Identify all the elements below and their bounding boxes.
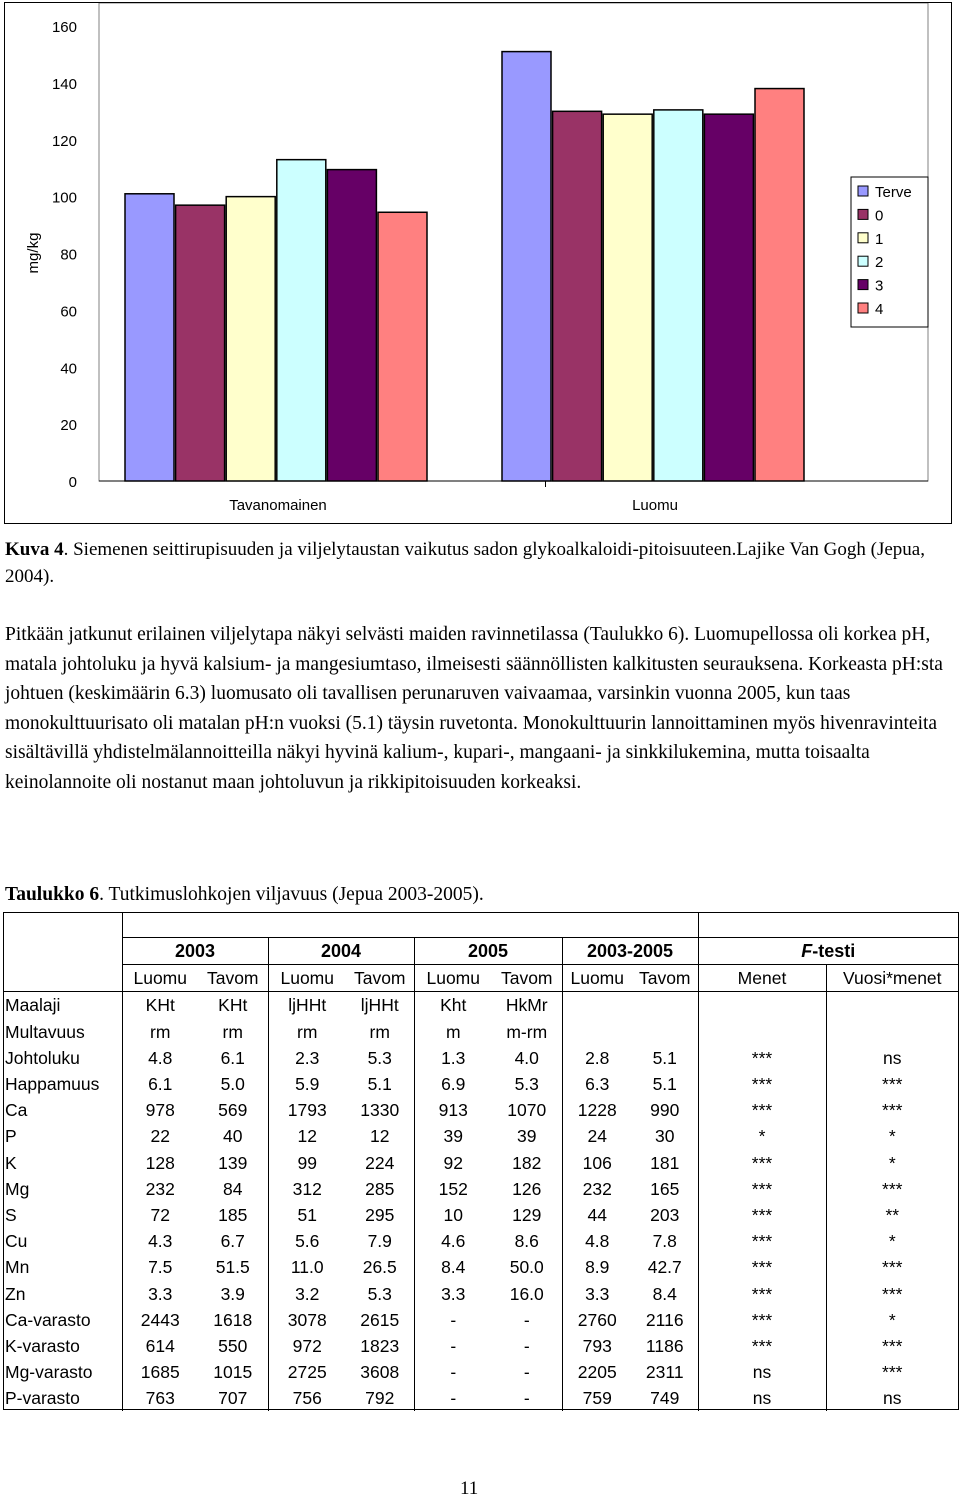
spacer-cell	[562, 913, 632, 938]
row-label: S	[5, 1204, 17, 1225]
legend-entry: 1	[875, 230, 884, 248]
table-cell: 2116	[645, 1309, 684, 1330]
table-cell: ns	[698, 1385, 826, 1411]
y-tick-label: 120	[51, 132, 77, 150]
table-cell: *	[698, 1123, 826, 1149]
row-label: Johtoluku	[5, 1047, 80, 1068]
table-cell: KHt	[122, 992, 198, 1019]
figure-caption	[5, 536, 945, 590]
row-label: Happamuus	[5, 1074, 100, 1095]
row-label: Mg	[5, 1178, 30, 1199]
table-row	[4, 1385, 958, 1411]
table-cell: *	[826, 1123, 958, 1149]
legend-entry: 0	[875, 207, 884, 225]
table-cell: 1793	[268, 1097, 346, 1123]
y-tick-label: 60	[60, 303, 77, 321]
table-cell: 44	[562, 1202, 632, 1228]
table-cell: ljHHt	[360, 995, 399, 1016]
bar-0-luomu	[553, 111, 602, 481]
ftest-label: F	[801, 941, 813, 962]
ftest-suffix: -testi	[812, 941, 856, 962]
table-cell	[562, 992, 632, 1019]
table-cell: 2.8	[562, 1045, 632, 1071]
bar-2-tavanomainen	[277, 160, 326, 481]
row-label: Mg-varasto	[5, 1362, 93, 1383]
table-cell: *	[826, 1150, 958, 1176]
table-cell: rm	[222, 1021, 243, 1042]
table-cell: 11.0	[268, 1254, 346, 1280]
table-cell: 2.3	[268, 1045, 346, 1071]
table-cell: 16.0	[509, 1283, 544, 1304]
column-header: Luomu	[414, 965, 492, 992]
table-spacer-row	[4, 913, 958, 938]
table-cell: rm	[122, 1019, 198, 1045]
bar-1-tavanomainen	[226, 197, 275, 481]
spacer-cell	[492, 913, 562, 938]
page-number: 11	[460, 1478, 479, 1499]
table-cell: ***	[698, 1045, 826, 1071]
table-cell: 8.4	[652, 1283, 677, 1304]
table-caption	[5, 884, 484, 906]
spacer-cell	[198, 913, 268, 938]
table-cell: 1823	[360, 1335, 400, 1356]
table-cell: -	[414, 1307, 492, 1333]
y-tick-label: 140	[51, 75, 77, 93]
table-cell: 84	[223, 1178, 243, 1199]
table-cell: KHt	[218, 995, 248, 1016]
table-cell: 39	[414, 1123, 492, 1149]
table-row	[4, 1176, 958, 1202]
row-label: P-varasto	[5, 1388, 80, 1409]
table-cell: 181	[650, 1152, 680, 1173]
table-cell: ***	[826, 1333, 958, 1359]
table-cell: 1015	[213, 1362, 253, 1383]
table-cell: 1685	[122, 1359, 198, 1385]
row-label: Maalaji	[5, 995, 61, 1016]
table-cell: 4.3	[122, 1228, 198, 1254]
table-cell: 5.1	[652, 1074, 677, 1095]
table-cell: ns	[826, 1045, 958, 1071]
bar-1-luomu	[603, 114, 652, 481]
table-cell: ***	[698, 1071, 826, 1097]
column-header: Luomu	[562, 965, 632, 992]
table-cell: 7.9	[367, 1231, 392, 1252]
y-axis-label: mg/kg	[25, 232, 42, 274]
table-cell: 4.0	[514, 1047, 539, 1068]
table-cell: 10	[414, 1202, 492, 1228]
table-cell: 5.3	[367, 1283, 392, 1304]
table-cell: 6.9	[414, 1071, 492, 1097]
table-cell: ***	[698, 1280, 826, 1306]
table-cell: 6.3	[562, 1071, 632, 1097]
table-cell: 792	[365, 1388, 395, 1409]
table-cell: ns	[698, 1359, 826, 1385]
table-year-header-row	[4, 938, 958, 965]
column-header: Tavom	[632, 965, 698, 992]
table-cell: 152	[414, 1176, 492, 1202]
table-cell: -	[523, 1335, 530, 1356]
table-cell: 990	[650, 1100, 680, 1121]
table-cell: ***	[826, 1071, 958, 1097]
table-cell: m	[414, 1019, 492, 1045]
table-cell: HkMr	[505, 995, 548, 1016]
y-tick-label: 0	[68, 474, 77, 491]
table-cell: 8.6	[514, 1231, 539, 1252]
table-row	[4, 1280, 958, 1306]
table-row	[4, 1071, 958, 1097]
table-cell: ***	[698, 1333, 826, 1359]
table-cell: 5.1	[367, 1074, 392, 1095]
table-cell: 51	[268, 1202, 346, 1228]
row-label: Ca	[5, 1100, 28, 1121]
table-cell: 50.0	[509, 1257, 544, 1278]
table-cell: 129	[512, 1204, 542, 1225]
table-row	[4, 1045, 958, 1071]
table-cell: -	[523, 1309, 530, 1330]
column-header: Vuosi*menet	[826, 965, 958, 992]
table-cell: -	[523, 1388, 530, 1409]
legend-swatch	[858, 256, 868, 266]
table-cell: 295	[365, 1204, 395, 1225]
table-cell: 24	[562, 1123, 632, 1149]
y-tick-label: 40	[60, 360, 77, 378]
table-cell: 2205	[562, 1359, 632, 1385]
table-cell: 203	[650, 1204, 680, 1225]
y-tick-label: 160	[51, 19, 77, 36]
table-cell: 285	[365, 1178, 395, 1199]
table-cell: 759	[562, 1385, 632, 1411]
column-header: Tavom	[492, 965, 562, 992]
table-cell: 40	[223, 1126, 243, 1147]
bar-4-tavanomainen	[378, 212, 427, 481]
spacer-cell	[122, 913, 198, 938]
soil-table	[3, 912, 959, 1410]
table-cell	[698, 992, 826, 1019]
table-cell: 5.9	[268, 1071, 346, 1097]
legend-swatch	[858, 280, 868, 290]
legend-swatch	[858, 186, 868, 196]
table-row	[4, 1307, 958, 1333]
table-cell: 4.6	[414, 1228, 492, 1254]
table-cell: -	[414, 1333, 492, 1359]
table-cell: rm	[369, 1021, 390, 1042]
table-cell: -	[523, 1362, 530, 1383]
table-cell: 1330	[360, 1100, 400, 1121]
table-cell: 6.1	[122, 1071, 198, 1097]
table-cell: 3.3	[122, 1280, 198, 1306]
x-category-label: Tavanomainen	[229, 497, 327, 514]
table-cell: ns	[826, 1385, 958, 1411]
row-label: Cu	[5, 1231, 28, 1252]
table-cell: ***	[826, 1176, 958, 1202]
year-header: 2004	[268, 938, 414, 965]
table-cell: 569	[218, 1100, 248, 1121]
table-cell: 72	[122, 1202, 198, 1228]
table-cell: 756	[268, 1385, 346, 1411]
corner-cell	[4, 965, 122, 992]
table-row	[4, 1150, 958, 1176]
table-cell: ***	[826, 1097, 958, 1123]
table-cell: ***	[698, 1202, 826, 1228]
table-cell: 165	[650, 1178, 680, 1199]
row-label: P	[5, 1126, 17, 1147]
body-paragraph: Pitkään jatkunut erilainen viljelytapa näkyi selvästi maiden ravinnetilassa (Taulukko 6). Luomupellossa oli korkea pH, matala johtoluku ja hyvä kalsium- ja mangesiumtaso, ilmeisesti säännöllisten kalkitusten seurauksena. Korkeasta pH:sta johtuen (keskimäärin 6.3) luomusato oli tavallisen perunaruven vaivaamaa, varsinkin vuonna 2005, kun taas monokulttuurisato oli matalan pH:n vuoksi (5.1) täysin ruvetonta. Monokulttuurin lannoittaminen myös hivenravinteita sisältävillä yhdistelmälannoitteilla näkyi hyvinä kalium-, kupari-, mangaani- ja sinkkilukemina, mutta toisaalta keinolannoite oli nostanut maan johtoluvun ja rikkipitoisuuden korkeaksi.	[5, 624, 943, 793]
legend-entry: Terve	[875, 184, 912, 201]
table-row	[4, 1333, 958, 1359]
table-cell: 99	[268, 1150, 346, 1176]
table-cell: 3608	[360, 1362, 400, 1383]
table-cell: 2311	[645, 1362, 684, 1383]
bar-2-luomu	[654, 110, 703, 481]
table-cell: ***	[698, 1176, 826, 1202]
column-header: Menet	[698, 965, 826, 992]
table-cell: 3.9	[220, 1283, 245, 1304]
row-label: Ca-varasto	[5, 1309, 91, 1330]
x-category-label: Luomu	[632, 497, 678, 514]
table-cell: 224	[365, 1152, 395, 1173]
figure-label: Kuva 4	[5, 539, 64, 560]
spacer-cell	[346, 913, 414, 938]
table-cell	[826, 992, 958, 1019]
table-cell: 128	[122, 1150, 198, 1176]
table-row	[4, 1359, 958, 1385]
table-cell: 8.4	[414, 1254, 492, 1280]
table-cell: *	[826, 1228, 958, 1254]
year-header: 2003	[122, 938, 268, 965]
table-cell: 2443	[122, 1307, 198, 1333]
spacer-cell	[414, 913, 492, 938]
y-tick-label: 100	[51, 189, 77, 207]
table-cell: 3.3	[414, 1280, 492, 1306]
row-label: K-varasto	[5, 1335, 80, 1356]
legend-swatch	[858, 233, 868, 243]
table-row	[4, 1019, 958, 1045]
bar-4-luomu	[755, 89, 804, 481]
column-header: Tavom	[198, 965, 268, 992]
table-cell: 51.5	[215, 1257, 250, 1278]
table-cell: 3.3	[562, 1280, 632, 1306]
table-cell: ***	[698, 1150, 826, 1176]
legend-swatch	[858, 209, 868, 219]
table-cell: 1070	[507, 1100, 547, 1121]
table-cell: 2725	[268, 1359, 346, 1385]
table-cell: 42.7	[647, 1257, 682, 1278]
table-cell: 312	[268, 1176, 346, 1202]
table-cell: 126	[512, 1178, 542, 1199]
table-label: Taulukko 6	[5, 884, 100, 905]
column-header: Tavom	[346, 965, 414, 992]
table-cell: **	[826, 1202, 958, 1228]
table-cell: 3.2	[268, 1280, 346, 1306]
row-label: Zn	[5, 1283, 26, 1304]
table-cell: 5.3	[367, 1047, 392, 1068]
table-cell: ***	[826, 1254, 958, 1280]
spacer-cell	[4, 913, 122, 938]
table-cell: ***	[698, 1307, 826, 1333]
table-cell: 913	[414, 1097, 492, 1123]
table-row	[4, 1228, 958, 1254]
table-cell: 39	[517, 1126, 537, 1147]
table-cell: 185	[218, 1204, 248, 1225]
table-cell: 5.6	[268, 1228, 346, 1254]
table-cell: 972	[268, 1333, 346, 1359]
table-cell: 6.7	[220, 1231, 245, 1252]
table-cell: Kht	[414, 992, 492, 1019]
corner-cell	[4, 938, 122, 965]
table-cell: 763	[122, 1385, 198, 1411]
table-cell: ljHHt	[268, 992, 346, 1019]
table-cell: 550	[218, 1335, 248, 1356]
row-label: K	[5, 1152, 17, 1173]
table-cell	[632, 992, 698, 1019]
column-header: Luomu	[268, 965, 346, 992]
bar-3-luomu	[704, 114, 753, 481]
table-cell: 6.1	[220, 1047, 245, 1068]
table-cell: ***	[826, 1280, 958, 1306]
table-row	[4, 1202, 958, 1228]
table-cell: *	[826, 1307, 958, 1333]
table-cell: 1228	[562, 1097, 632, 1123]
table-cell: 614	[122, 1333, 198, 1359]
table-cell: ***	[826, 1359, 958, 1385]
y-tick-label: 80	[60, 246, 77, 264]
table-cell: 3078	[268, 1307, 346, 1333]
table-cell: 8.9	[562, 1254, 632, 1280]
figure-caption-text: . Siemenen seittirupisuuden ja viljelytaustan vaikutus sadon glykoalkaloidi-pitoisuuteen.Lajike Van Gogh (Jepua, 2004).	[5, 539, 925, 587]
column-header: Luomu	[122, 965, 198, 992]
bar-3-tavanomainen	[327, 170, 376, 481]
table-cell: 106	[562, 1150, 632, 1176]
table-cell: 232	[122, 1176, 198, 1202]
table-cell: ***	[698, 1097, 826, 1123]
bar-0-tavanomainen	[176, 205, 225, 481]
legend-entry: 3	[875, 277, 884, 295]
table-subheader-row	[4, 965, 958, 992]
table-cell: 232	[562, 1176, 632, 1202]
bar-terve-luomu	[502, 52, 551, 481]
table-cell: 707	[218, 1388, 248, 1409]
table-cell: 7.5	[122, 1254, 198, 1280]
spacer-cell	[826, 913, 958, 938]
table-row	[4, 1097, 958, 1123]
table-cell: 7.8	[652, 1231, 677, 1252]
table-cell: -	[414, 1385, 492, 1411]
table-cell	[698, 1019, 826, 1045]
table-cell: 793	[562, 1333, 632, 1359]
table-cell: 4.8	[122, 1045, 198, 1071]
table-cell: 12	[370, 1126, 390, 1147]
table-cell: 5.3	[514, 1074, 539, 1095]
table-cell: ***	[698, 1228, 826, 1254]
table-cell: rm	[268, 1019, 346, 1045]
ftest-header	[698, 938, 958, 965]
table-caption-text: . Tutkimuslohkojen viljavuus (Jepua 2003-2005).	[99, 884, 484, 905]
spacer-cell	[632, 913, 698, 938]
table-cell: -	[414, 1359, 492, 1385]
table-cell: 1618	[213, 1309, 253, 1330]
table-cell: 5.1	[652, 1047, 677, 1068]
table-cell: 749	[650, 1388, 680, 1409]
table-cell	[826, 1019, 958, 1045]
year-header: 2003-2005	[562, 938, 698, 965]
table-cell: 139	[218, 1152, 248, 1173]
table-row	[4, 1254, 958, 1280]
legend-entry: 2	[875, 254, 884, 272]
table-cell: 2760	[562, 1307, 632, 1333]
table-cell: 182	[512, 1152, 542, 1173]
table-cell: 12	[268, 1123, 346, 1149]
spacer-cell	[268, 913, 346, 938]
bar-terve-tavanomainen	[125, 194, 174, 481]
table-cell: 1186	[645, 1335, 684, 1356]
spacer-cell	[698, 913, 826, 938]
table-cell: 26.5	[362, 1257, 397, 1278]
table-cell: 5.0	[220, 1074, 245, 1095]
table-cell: m-rm	[506, 1021, 548, 1042]
legend-entry: 4	[875, 301, 884, 318]
table-cell	[632, 1019, 698, 1045]
bar-chart	[5, 3, 951, 523]
y-tick-label: 20	[60, 417, 77, 435]
table-cell: 92	[414, 1150, 492, 1176]
table-cell: 22	[122, 1123, 198, 1149]
table-cell: 4.8	[562, 1228, 632, 1254]
table-cell: ***	[698, 1254, 826, 1280]
year-header: 2005	[414, 938, 562, 965]
row-label: Multavuus	[5, 1021, 85, 1042]
chart-frame	[4, 2, 952, 524]
table-cell: 1.3	[414, 1045, 492, 1071]
row-label: Mn	[5, 1257, 30, 1278]
table-cell: 30	[655, 1126, 675, 1147]
table-cell	[562, 1019, 632, 1045]
table-row	[4, 1123, 958, 1149]
legend-swatch	[858, 303, 868, 313]
table-cell: 2615	[360, 1309, 400, 1330]
table-row	[4, 992, 958, 1019]
table-cell: 978	[122, 1097, 198, 1123]
